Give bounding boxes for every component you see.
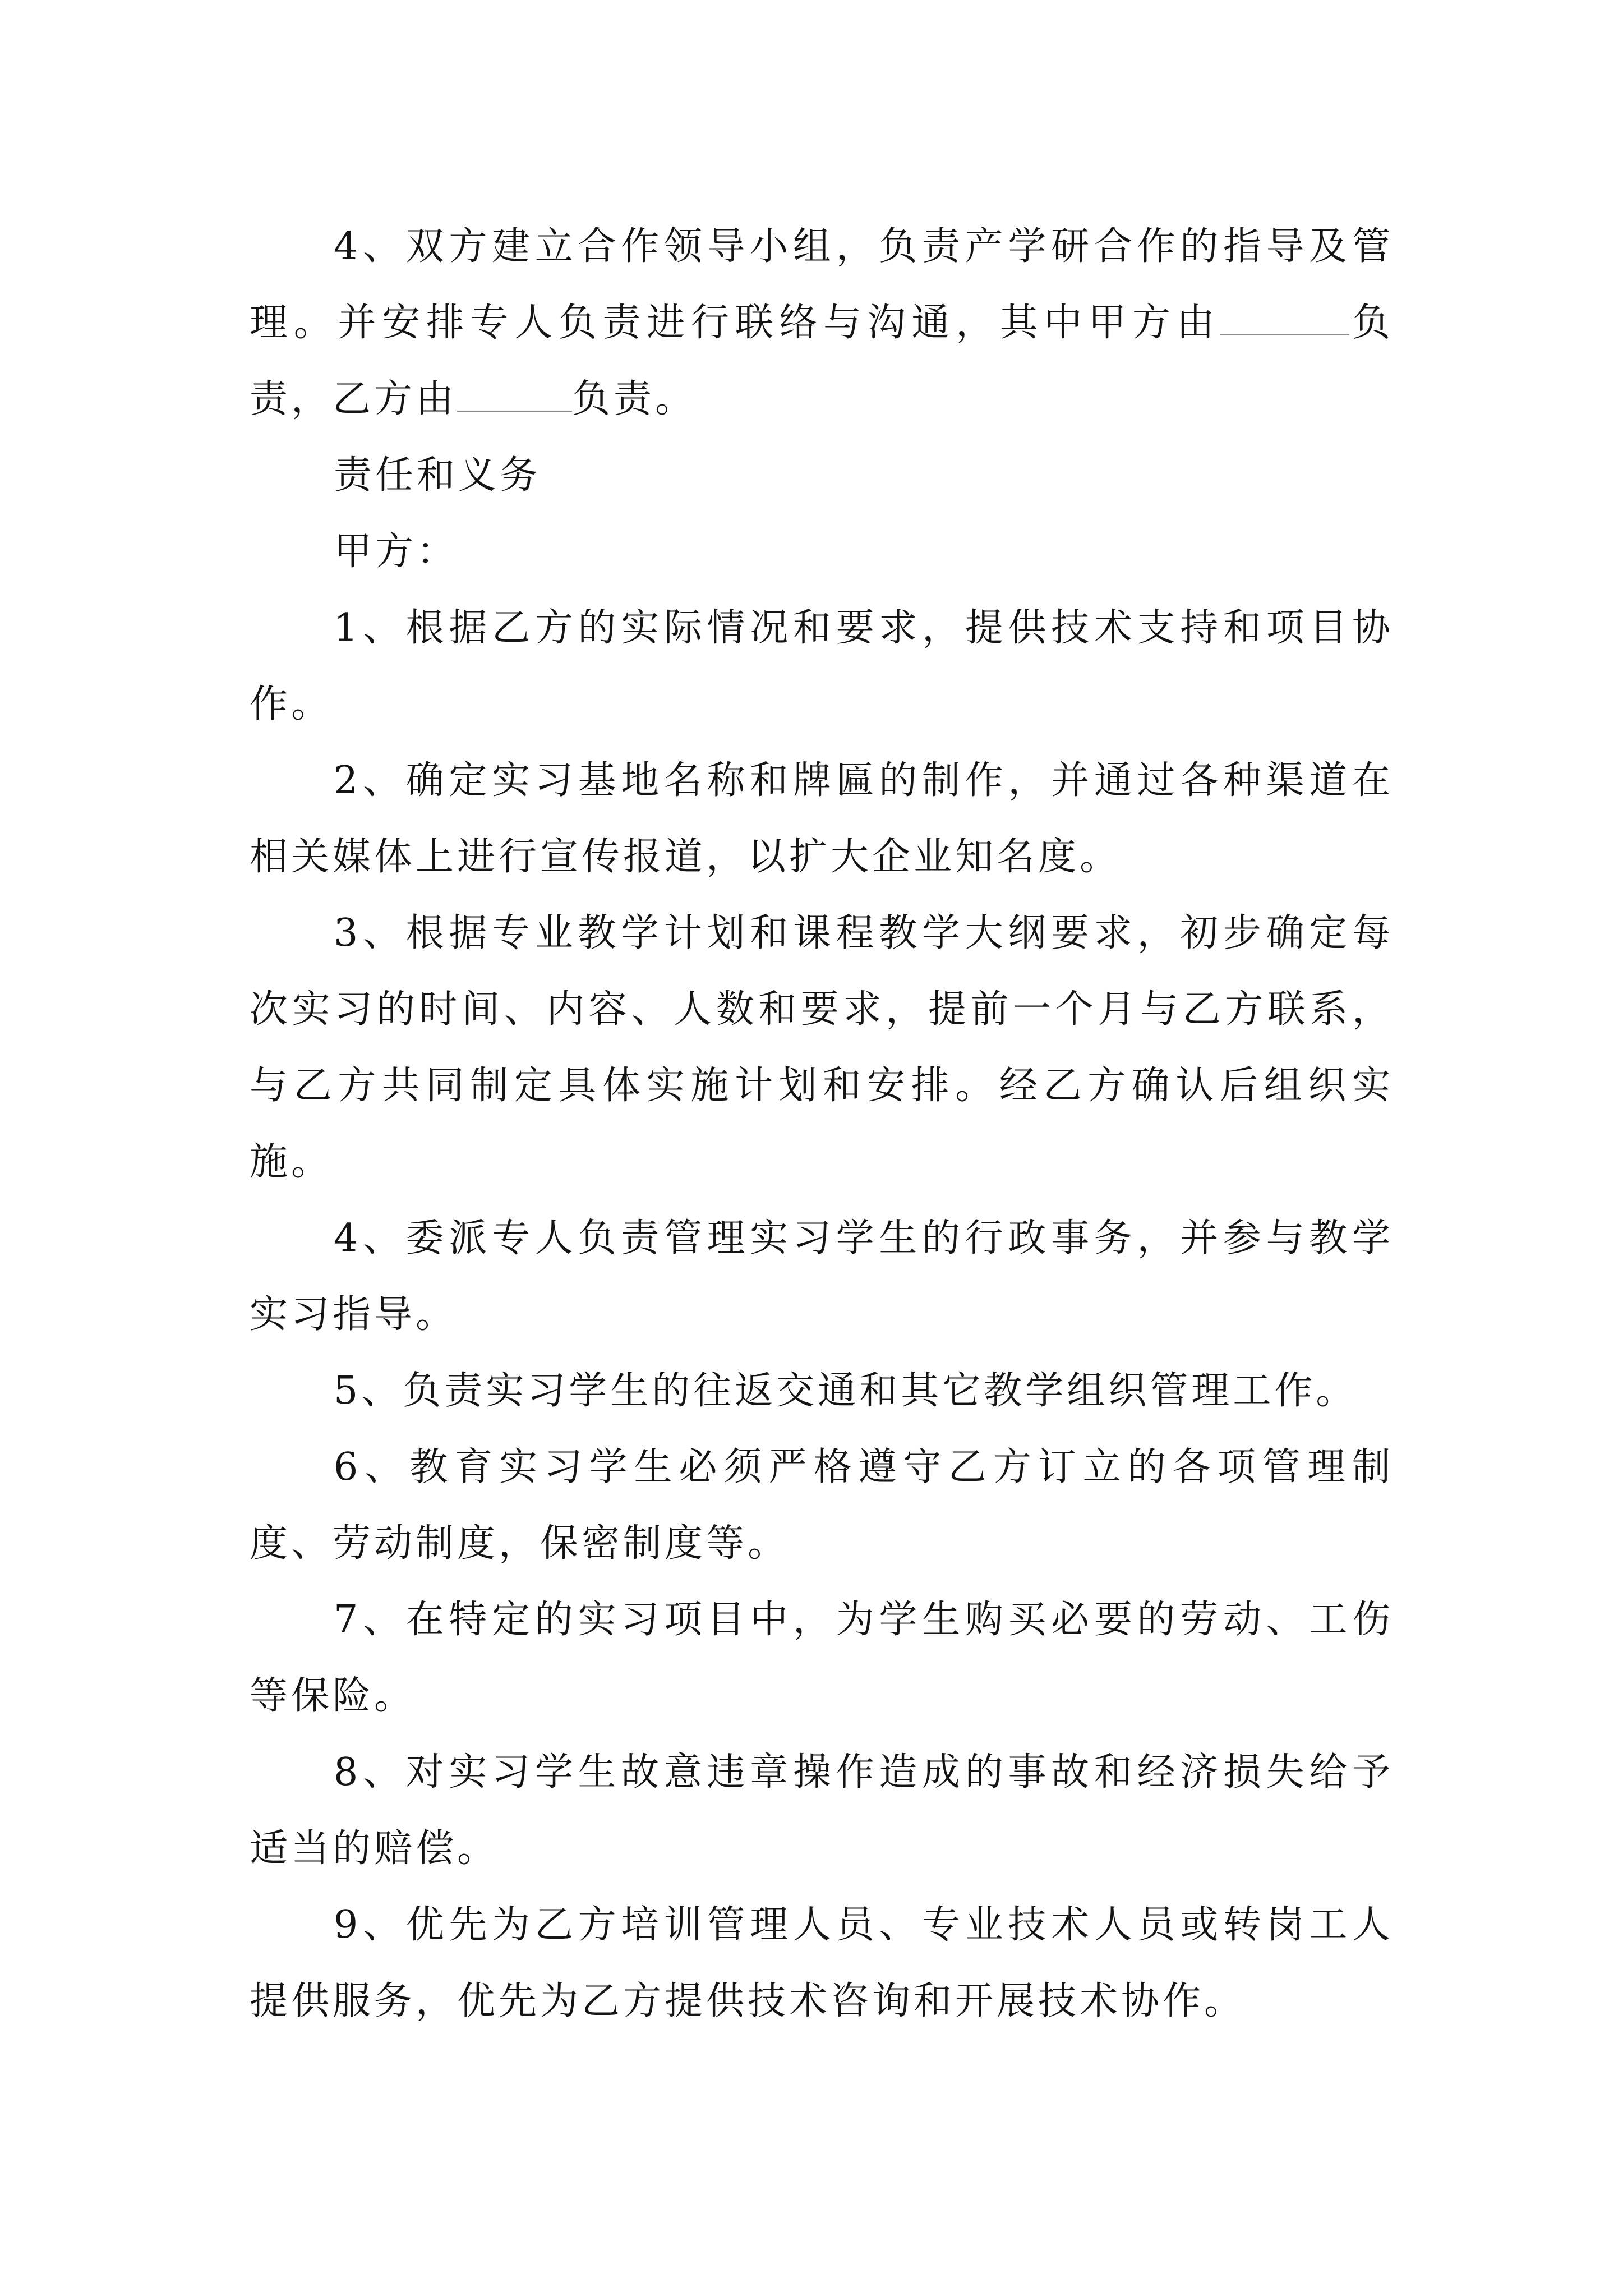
heading-party-a: 甲方： bbox=[334, 530, 459, 574]
fill-in-blank-party-b bbox=[457, 377, 572, 412]
list-item: 2、确定实习基地名称和牌匾的制作，并通过各种渠道在相关媒体上进行宣传报道，以扩大企业知名度。 bbox=[250, 758, 1394, 879]
paragraph-leadership-group bbox=[250, 209, 1394, 438]
list-item: 7、在特定的实习项目中，为学生购买必要的劳动、工伤等保险。 bbox=[250, 1598, 1394, 1718]
heading-responsibilities: 责任和义务 bbox=[334, 453, 542, 498]
list-item: 6、教育实习学生必须严格遵守乙方订立的各项管理制度、劳动制度，保密制度等。 bbox=[250, 1445, 1394, 1566]
list-item: 4、委派专人负责管理实习学生的行政事务，并参与教学实习指导。 bbox=[250, 1216, 1394, 1337]
paragraph-text: 负责，乙方由 bbox=[250, 301, 1394, 421]
paragraph-text: 4、双方建立合作领导小组，负责产学研合作的指导及管理。并安排专人负责进行联络与沟通，其中甲方由 bbox=[250, 224, 1394, 345]
list-item: 3、根据专业教学计划和课程教学大纲要求，初步确定每次实习的时间、内容、人数和要求，提前一个月与乙方联系，与乙方共同制定具体实施计划和安排。经乙方确认后组织实施。 bbox=[250, 911, 1394, 1184]
list-item: 5、负责实习学生的往返交通和其它教学组织管理工作。 bbox=[334, 1369, 1358, 1413]
list-item: 9、优先为乙方培训管理人员、专业技术人员或转岗工人提供服务，优先为乙方提供技术咨询和开展技术协作。 bbox=[250, 1903, 1394, 2023]
list-item: 8、对实习学生故意违章操作造成的事故和经济损失给予适当的赔偿。 bbox=[250, 1750, 1394, 1871]
list-item: 1、根据乙方的实际情况和要求，提供技术支持和项目协作。 bbox=[250, 606, 1394, 726]
fill-in-blank-party-a bbox=[1220, 301, 1349, 335]
paragraph-text: 负责。 bbox=[572, 377, 697, 421]
document-body bbox=[250, 209, 1394, 2040]
